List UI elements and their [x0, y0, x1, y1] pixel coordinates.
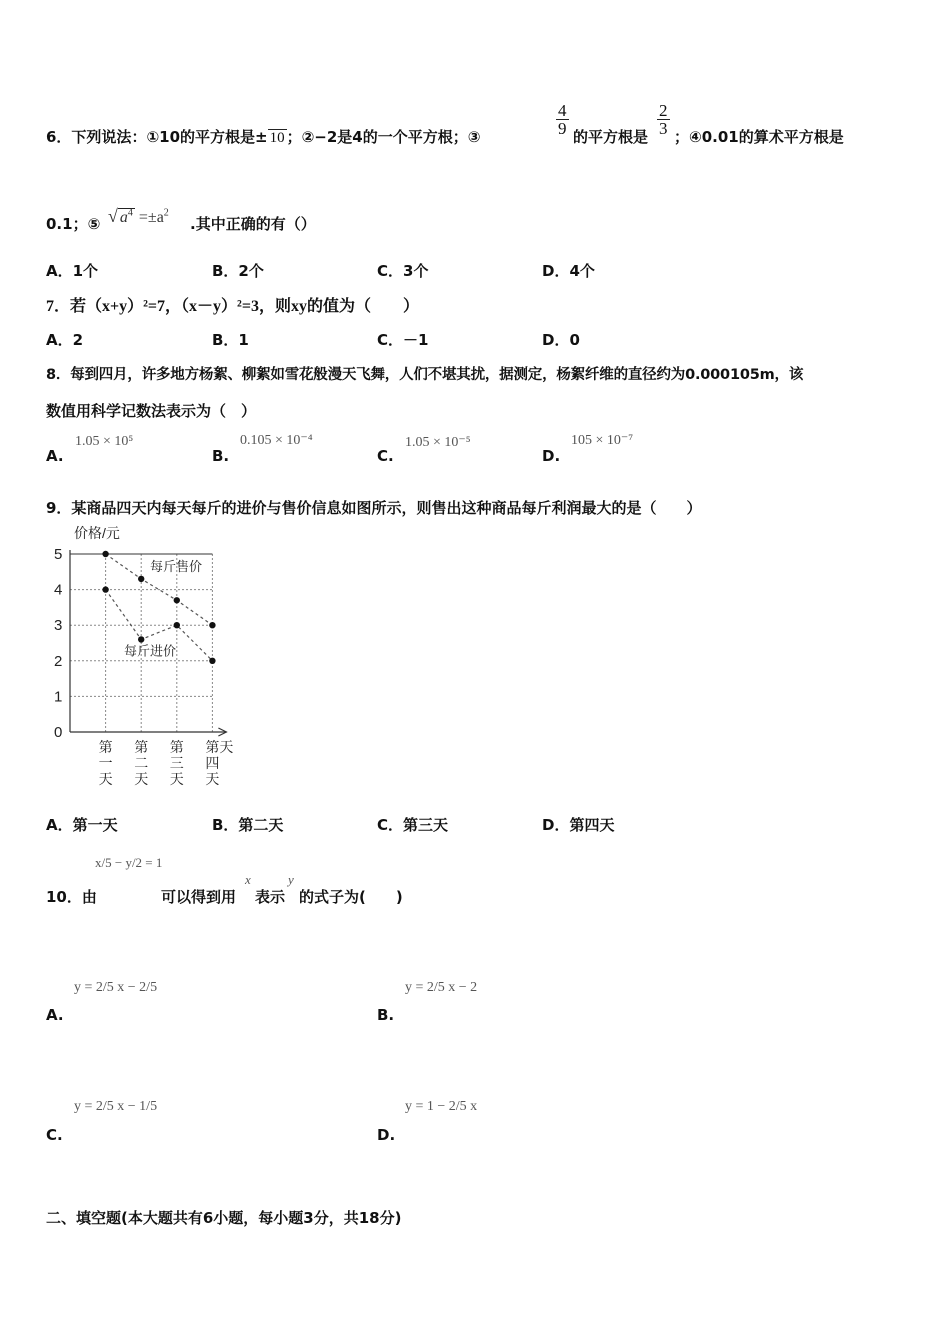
q10-option-d-letter: D.: [377, 1126, 396, 1144]
q7-option-a: A．2: [46, 331, 84, 349]
section2-title: 二、填空题(本大题共有6小题，每小题3分，共18分): [46, 1209, 402, 1227]
q6-option-c: C．3个: [377, 262, 429, 280]
fraction-4-9: [556, 102, 569, 137]
q8-option-b-letter: B.: [212, 447, 230, 465]
sqrt-base: a: [119, 209, 128, 226]
q8-option-c-letter: C.: [377, 447, 394, 465]
q10-option-d-value: y = 1 − 2/5 x: [405, 1099, 478, 1114]
series-2-point-1: [102, 586, 108, 592]
chart-x-ticks: [99, 739, 234, 787]
q10-tail: 的式子为( ): [299, 888, 403, 906]
x-tick-label-1-1: 第: [98, 739, 113, 755]
frac1-numerator: 4: [558, 101, 567, 120]
q6-text-e: 0.1；⑤: [46, 215, 101, 233]
series-2-point-3: [174, 622, 180, 628]
q10-option-a-letter: A.: [46, 1006, 64, 1024]
q8-option-b-value: 0.105 × 10⁻⁴: [240, 433, 313, 448]
y-tick-label-0: 0: [54, 724, 63, 741]
q6-text-a: 6．下列说法：①10的平方根是±: [46, 128, 268, 146]
eq-rhs: =±a: [138, 209, 164, 226]
y-tick-label-5: 5: [54, 546, 63, 563]
y-tick-label-4: 4: [54, 581, 63, 599]
q10-mid: 可以得到用: [161, 888, 237, 906]
series-label-sale-price: 每斤售价: [150, 559, 203, 575]
x-tick-label-2-1: 第: [134, 739, 149, 755]
q9-option-b: B．第二天: [212, 816, 284, 834]
q8-line1: 8．每到四月，许多地方杨絮、柳絮如雪花般漫天飞舞，人们不堪其扰，据测定，杨絮纤维的直径约为0.000105m，该: [46, 367, 804, 383]
frac2-denominator: 3: [659, 119, 668, 138]
x-tick-label-2-2: 二: [134, 755, 149, 771]
q10-var-x: x: [245, 872, 251, 887]
q10-option-a-value: y = 2/5 x − 2/5: [74, 980, 158, 995]
q10-var-y: y: [288, 872, 294, 887]
q6-text-f: .其中正确的有（）: [190, 215, 316, 233]
chart-ylabel: 价格/元: [74, 525, 120, 541]
x-tick-label-1-2: 一: [98, 755, 113, 771]
q6-text-b: ；②−2是4的一个平方根；③: [286, 128, 481, 146]
q10-option-b-value: y = 2/5 x − 2: [405, 980, 478, 995]
q6-line1: [46, 126, 480, 147]
q9-option-d: D．第四天: [542, 816, 615, 834]
series-2-point-2: [138, 636, 144, 642]
q10-option-c-value: y = 2/5 x − 1/5: [74, 1099, 158, 1114]
q10-given-equation: x/5 − y/2 = 1: [95, 855, 163, 870]
q8-option-a-letter: A.: [46, 447, 64, 465]
q7-option-b: B．1: [212, 331, 249, 349]
q9-text: 9．某商品四天内每天每斤的进价与售价信息如图所示，则售出这种商品每斤利润最大的是（ ）: [46, 499, 702, 517]
q10-option-c-letter: C.: [46, 1126, 63, 1144]
sqrt-10: [268, 129, 287, 146]
q6-text-c: 的平方根是: [573, 128, 649, 146]
sqrt-10-radicand: 10: [269, 130, 285, 146]
x-tick-label-3-1: 第: [169, 739, 184, 755]
q8-option-d-value: 105 × 10⁻⁷: [571, 433, 634, 448]
q8-line2: 数值用科学记数法表示为（ ）: [46, 402, 257, 420]
y-tick-label-3: 3: [54, 617, 63, 635]
chart-series-labels: [124, 559, 202, 658]
y-tick-label-1: 1: [54, 688, 63, 706]
frac2-numerator: 2: [659, 101, 668, 120]
q6-option-d: D．4个: [542, 262, 595, 280]
sqrt-exp: 4: [127, 207, 133, 219]
sqrt-a4-expression: √ $a^4 =\pm a^2$: [108, 206, 169, 226]
q10-option-b-letter: B.: [377, 1006, 395, 1024]
series-1-point-4: [209, 622, 215, 628]
price-chart: [40, 522, 250, 792]
q8-option-d-letter: D.: [542, 447, 561, 465]
x-tick-label-4-3: 天: [205, 771, 220, 787]
series-label-cost-price: 每斤进价: [124, 643, 177, 659]
series-1-point-3: [174, 597, 180, 603]
q6-option-a: A．1个: [46, 262, 99, 280]
series-1-point-2: [138, 576, 144, 582]
x-tick-label-2-3: 天: [134, 771, 149, 787]
series-2-point-4: [209, 658, 215, 664]
x-tick-label-4-1: 第天: [205, 739, 234, 755]
chart-y-ticks: [54, 546, 62, 741]
q10-text-biaoshi: 表示: [255, 888, 286, 906]
q9-option-a: A．第一天: [46, 816, 118, 834]
q6-text-d: ；④0.01的算术平方根是: [674, 128, 844, 146]
q7-text: 7．若（x+y）²=7，（x－y）²=3，则xy的值为（ ）: [46, 298, 419, 315]
x-tick-label-3-3: 天: [169, 771, 184, 787]
frac1-denominator: 9: [558, 119, 567, 138]
q9-option-c: C．第三天: [377, 816, 449, 834]
x-tick-label-1-3: 天: [98, 771, 113, 787]
x-tick-label-3-2: 三: [169, 755, 184, 771]
q6-option-b: B．2个: [212, 262, 264, 280]
series-1-point-1: [102, 551, 108, 557]
x-tick-label-4-2: 四: [205, 755, 220, 771]
fraction-2-3: [657, 102, 670, 137]
eq-exp: 2: [163, 207, 169, 219]
q8-option-c-value: 1.05 × 10⁻⁵: [405, 435, 471, 450]
q8-option-a-value: 1.05 × 10⁵: [75, 434, 134, 449]
q7-option-c: C．－1: [377, 331, 429, 349]
y-tick-label-2: 2: [54, 652, 63, 670]
q6-line2: [46, 213, 100, 234]
q7-option-d: D．0: [542, 331, 580, 349]
q10-lead: 10．由: [46, 888, 97, 906]
